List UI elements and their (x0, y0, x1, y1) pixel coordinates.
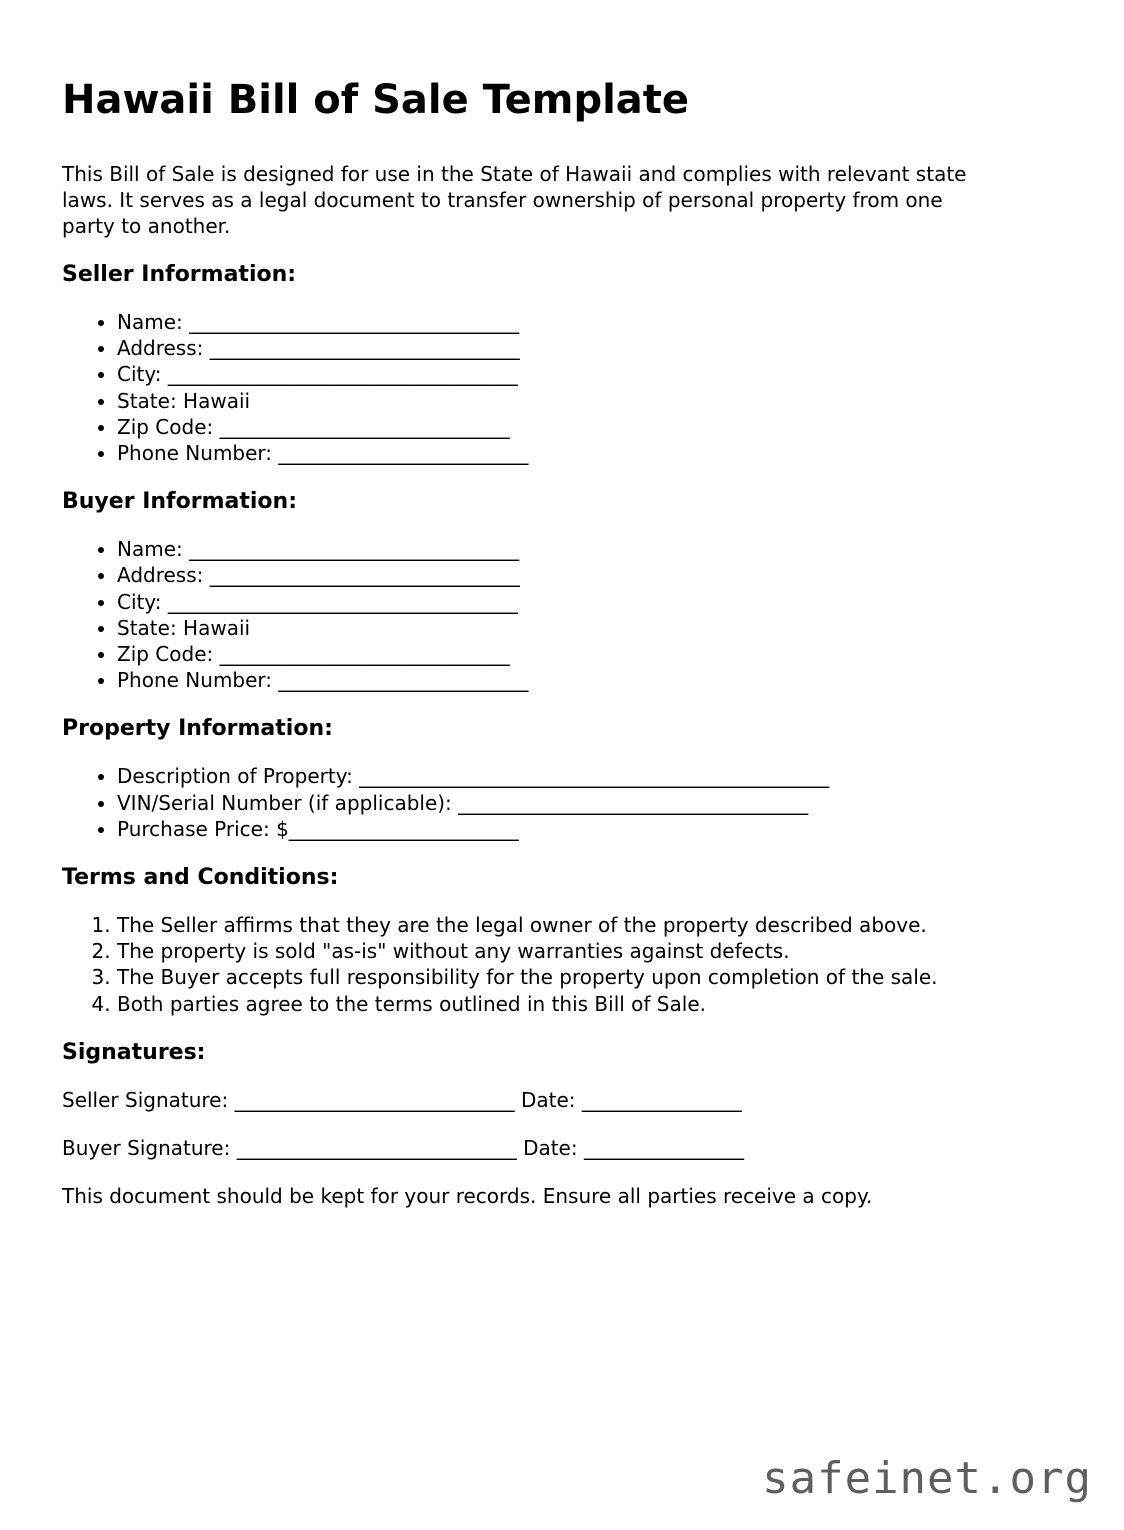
blank-line: _________________________ (278, 441, 529, 466)
blank-line: ___________________________________ (167, 362, 518, 387)
field-label: Description of Property: (117, 764, 353, 789)
terms-item: 1. The Seller affirms that they are the legal owner of the property described above. (117, 912, 1062, 938)
field-row-buyer-city (117, 589, 1062, 615)
seller-signature-row (62, 1087, 1062, 1113)
seller-information-heading: Seller Information: (62, 262, 297, 287)
field-label: State: (117, 388, 177, 413)
buyer-signature-label: Buyer Signature: (62, 1135, 231, 1160)
watermark-safeinet: safeinet.org (762, 1453, 1092, 1504)
intro-line: laws. It serves as a legal document to transfer ownership of personal property from one (62, 188, 943, 212)
field-row-seller-city (117, 361, 1062, 387)
intro-line: party to another. (62, 214, 231, 238)
field-label: City: (117, 362, 162, 387)
blank-line: _________________________________ (189, 537, 520, 562)
field-row-buyer-address (117, 562, 1062, 588)
blank-line: ___________________________________ (167, 589, 518, 614)
terms-list (62, 912, 1062, 1017)
date-line: ________________ (583, 1135, 744, 1160)
buyer-signature-line: ____________________________ (236, 1135, 517, 1160)
terms-and-conditions-heading: Terms and Conditions: (62, 865, 339, 891)
date-line: ________________ (581, 1087, 742, 1112)
intro-line: This Bill of Sale is designed for use in the State of Hawaii and complies with relevant state (62, 162, 967, 186)
field-row-seller-state (117, 388, 1062, 414)
blank-line: _________________________ (278, 668, 529, 693)
field-label: Name: (117, 310, 183, 334)
buyer-information-heading: Buyer Information: (62, 489, 297, 515)
field-row-property-price (117, 816, 1062, 842)
field-label: Phone Number: (117, 441, 273, 466)
seller-signature-label: Seller Signature: (62, 1087, 229, 1112)
blank-line: _______________________________________________ (359, 764, 830, 789)
blank-line: _____________________________ (219, 642, 510, 667)
records-note: This document should be kept for your records. Ensure all parties receive a copy. (62, 1183, 873, 1208)
document-page (0, 75, 1124, 1209)
field-label: City: (117, 589, 162, 614)
field-row-buyer-state (117, 615, 1062, 641)
signatures-heading: Signatures: (62, 1039, 206, 1065)
field-row-property-description (117, 763, 1062, 789)
blank-line: _________________________________ (189, 310, 520, 334)
field-row-seller-phone (117, 440, 1062, 466)
terms-item: 3. The Buyer accepts full responsibility for the property upon completion of the sale. (117, 964, 1062, 990)
field-label: Address: (117, 563, 204, 588)
seller-signature-line: ____________________________ (234, 1087, 515, 1112)
field-label: Purchase Price: (117, 816, 270, 841)
terms-item: 4. Both parties agree to the terms outlined in this Bill of Sale. (117, 991, 1062, 1017)
buyer-field-list (62, 536, 1062, 693)
field-label: Zip Code: (117, 414, 214, 439)
blank-line: $_______________________ (276, 816, 519, 841)
property-information-heading: Property Information: (62, 716, 333, 742)
blank-line: ___________________________________ (458, 790, 809, 815)
page-title: Hawaii Bill of Sale Template (62, 77, 690, 123)
field-label: Name: (117, 537, 183, 562)
field-label: Phone Number: (117, 668, 273, 693)
blank-line: _______________________________ (209, 336, 520, 361)
date-label: Date: (520, 1087, 576, 1112)
field-value: Hawaii (183, 615, 251, 640)
field-row-buyer-zip (117, 641, 1062, 667)
field-row-buyer-phone (117, 667, 1062, 693)
field-row-seller-address (117, 335, 1062, 361)
field-label: Address: (117, 336, 204, 361)
blank-line: _______________________________ (209, 563, 520, 588)
blank-line: _____________________________ (219, 414, 510, 439)
terms-item: 2. The property is sold "as-is" without any warranties against defects. (117, 938, 1062, 964)
buyer-signature-row (62, 1135, 1062, 1161)
field-label: VIN/Serial Number (if applicable): (117, 790, 452, 815)
field-row-seller-name (117, 309, 1062, 335)
field-row-seller-zip (117, 414, 1062, 440)
seller-field-list (62, 309, 1062, 466)
intro-paragraph (62, 161, 1062, 239)
field-row-buyer-name (117, 536, 1062, 562)
date-label: Date: (523, 1135, 578, 1160)
field-row-property-vin (117, 790, 1062, 816)
field-label: Zip Code: (117, 642, 214, 667)
field-value: Hawaii (183, 388, 251, 413)
field-label: State: (117, 615, 177, 640)
property-field-list (62, 763, 1062, 842)
